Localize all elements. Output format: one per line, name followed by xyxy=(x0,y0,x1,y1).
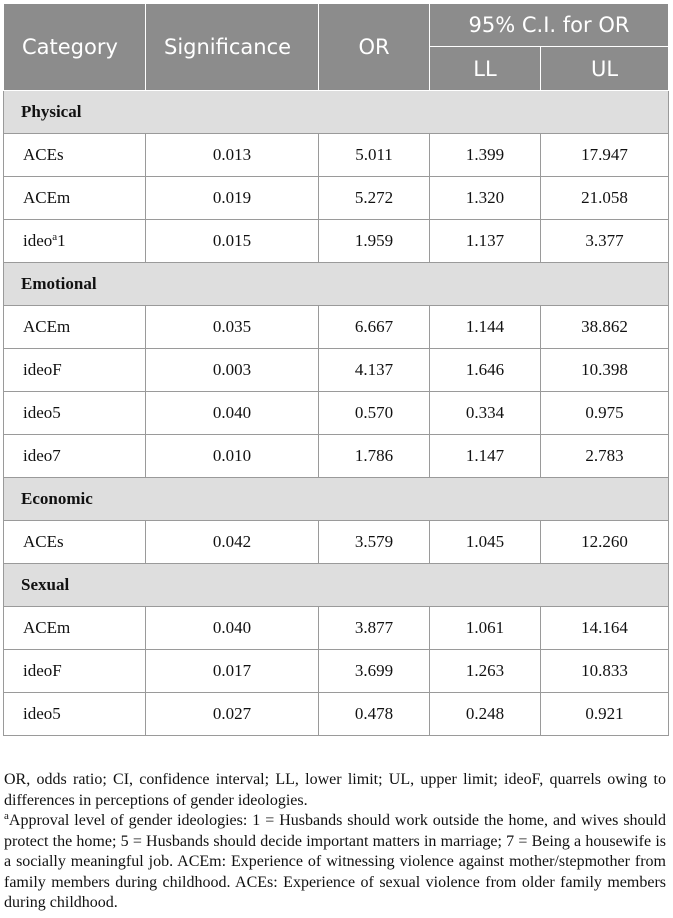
row-label-text: ideoF xyxy=(23,661,62,680)
ll-cell: 1.137 xyxy=(430,220,541,263)
table-row xyxy=(4,220,669,263)
table-body xyxy=(4,91,669,736)
ul-cell: 17.947 xyxy=(541,134,669,177)
row-label xyxy=(4,693,146,736)
row-label xyxy=(4,607,146,650)
table-row xyxy=(4,521,669,564)
row-label xyxy=(4,392,146,435)
row-label-text: ACEm xyxy=(23,188,71,207)
footnote-a-marker: a xyxy=(4,810,9,822)
ll-cell: 1.646 xyxy=(430,349,541,392)
ul-cell: 21.058 xyxy=(541,177,669,220)
significance-cell: 0.035 xyxy=(146,306,319,349)
or-cell: 1.959 xyxy=(319,220,430,263)
significance-cell: 0.010 xyxy=(146,435,319,478)
table-header xyxy=(4,4,669,91)
row-label-text: ACEm xyxy=(23,618,71,637)
ul-cell: 10.833 xyxy=(541,650,669,693)
ll-cell: 1.399 xyxy=(430,134,541,177)
ul-cell: 0.975 xyxy=(541,392,669,435)
ul-cell: 14.164 xyxy=(541,607,669,650)
or-cell: 5.011 xyxy=(319,134,430,177)
odds-ratio-table xyxy=(3,3,669,736)
significance-cell: 0.027 xyxy=(146,693,319,736)
row-label-suffix: 1 xyxy=(57,231,66,250)
section-row xyxy=(4,91,669,134)
row-label xyxy=(4,177,146,220)
header-ll: LL xyxy=(430,47,541,91)
or-cell: 0.478 xyxy=(319,693,430,736)
section-row xyxy=(4,564,669,607)
table-row xyxy=(4,349,669,392)
row-label xyxy=(4,650,146,693)
header-category: Category xyxy=(4,4,146,91)
header-significance: Significance xyxy=(146,4,319,91)
row-label-text: ideoF xyxy=(23,360,62,379)
table-row xyxy=(4,693,669,736)
row-label-text: ideo xyxy=(23,231,53,250)
ll-cell: 1.320 xyxy=(430,177,541,220)
ul-cell: 3.377 xyxy=(541,220,669,263)
row-label xyxy=(4,220,146,263)
ll-cell: 0.334 xyxy=(430,392,541,435)
ul-cell: 12.260 xyxy=(541,521,669,564)
or-cell: 3.579 xyxy=(319,521,430,564)
footnote-a xyxy=(4,811,666,914)
row-label-text: ACEs xyxy=(23,145,64,164)
or-cell: 5.272 xyxy=(319,177,430,220)
section-title: Economic xyxy=(4,478,669,521)
row-label xyxy=(4,134,146,177)
table-row xyxy=(4,392,669,435)
row-label xyxy=(4,349,146,392)
ll-cell: 1.263 xyxy=(430,650,541,693)
row-label-text: ideo5 xyxy=(23,403,61,422)
table-row xyxy=(4,607,669,650)
results-table-container xyxy=(3,3,668,736)
ll-cell: 1.144 xyxy=(430,306,541,349)
ll-cell: 1.147 xyxy=(430,435,541,478)
table-footnotes xyxy=(4,770,666,914)
significance-cell: 0.040 xyxy=(146,392,319,435)
significance-cell: 0.040 xyxy=(146,607,319,650)
row-label-text: ideo7 xyxy=(23,446,61,465)
ll-cell: 1.061 xyxy=(430,607,541,650)
row-label xyxy=(4,306,146,349)
or-cell: 0.570 xyxy=(319,392,430,435)
ul-cell: 38.862 xyxy=(541,306,669,349)
table-row xyxy=(4,435,669,478)
header-ul: UL xyxy=(541,47,669,91)
row-label xyxy=(4,435,146,478)
section-title: Physical xyxy=(4,91,669,134)
table-row xyxy=(4,134,669,177)
significance-cell: 0.019 xyxy=(146,177,319,220)
or-cell: 3.699 xyxy=(319,650,430,693)
table-row xyxy=(4,650,669,693)
header-or: OR xyxy=(319,4,430,91)
ll-cell: 1.045 xyxy=(430,521,541,564)
significance-cell: 0.013 xyxy=(146,134,319,177)
section-title: Emotional xyxy=(4,263,669,306)
table-row xyxy=(4,177,669,220)
section-row xyxy=(4,478,669,521)
or-cell: 4.137 xyxy=(319,349,430,392)
or-cell: 1.786 xyxy=(319,435,430,478)
significance-cell: 0.003 xyxy=(146,349,319,392)
significance-cell: 0.017 xyxy=(146,650,319,693)
or-cell: 6.667 xyxy=(319,306,430,349)
row-label-superscript: a xyxy=(52,231,58,243)
row-label-text: ideo5 xyxy=(23,704,61,723)
section-title: Sexual xyxy=(4,564,669,607)
row-label xyxy=(4,521,146,564)
ll-cell: 0.248 xyxy=(430,693,541,736)
significance-cell: 0.042 xyxy=(146,521,319,564)
significance-cell: 0.015 xyxy=(146,220,319,263)
ul-cell: 2.783 xyxy=(541,435,669,478)
row-label-text: ACEm xyxy=(23,317,71,336)
section-row xyxy=(4,263,669,306)
footnote-abbreviations: OR, odds ratio; CI, confidence interval; LL, lower limit; UL, upper limit; ideoF, quarrels owing to differences in perceptions of gender ideologies. xyxy=(4,771,666,809)
ul-cell: 0.921 xyxy=(541,693,669,736)
ul-cell: 10.398 xyxy=(541,349,669,392)
row-label-text: ACEs xyxy=(23,532,64,551)
header-ci: 95% C.I. for OR xyxy=(430,4,669,47)
table-row xyxy=(4,306,669,349)
or-cell: 3.877 xyxy=(319,607,430,650)
footnote-a-text: Approval level of gender ideologies: 1 = Husbands should work outside the home, and wives should protect the home; 5 = Husbands should decide important matters in marriage; 7 = Being a housewife is a socially meaningful job. ACEm: Experience of witnessing violence against mother/stepmother from family members during childhood. ACEs: Experience of sexual violence from older family members during childhood. xyxy=(4,812,666,911)
